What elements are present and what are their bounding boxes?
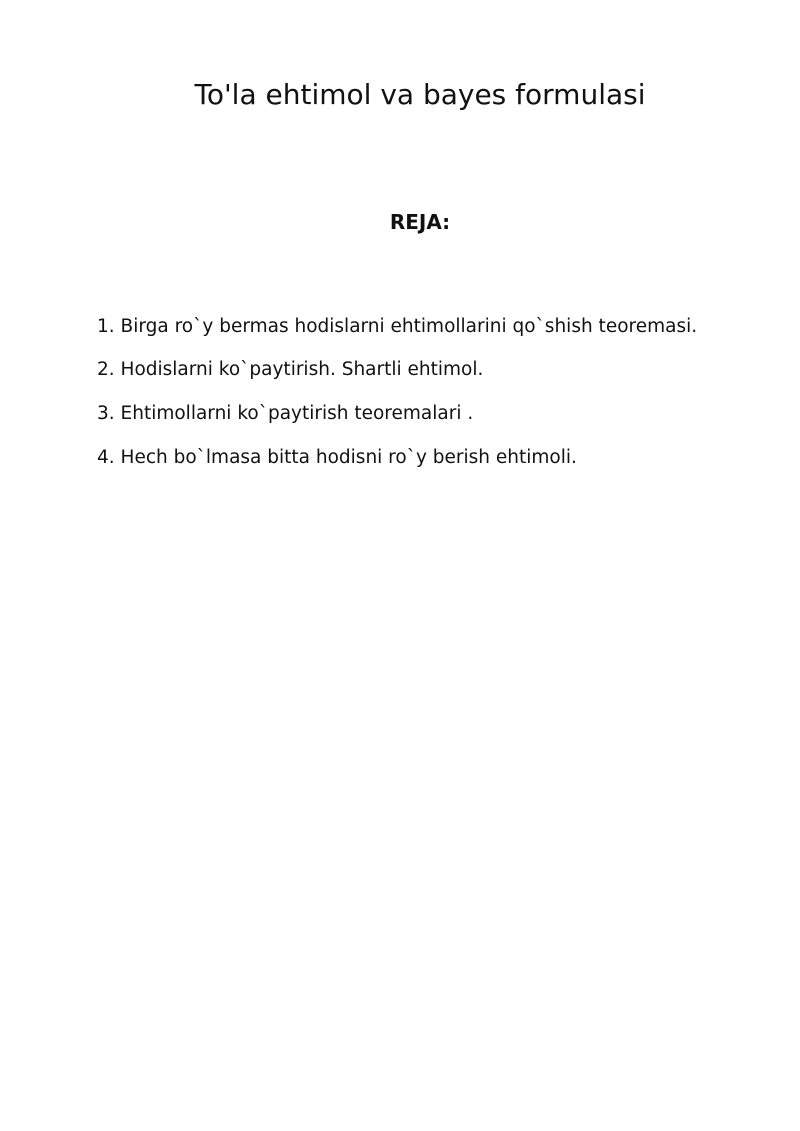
plan-heading: REJA: <box>389 210 451 234</box>
plan-item-1: 1. Birga ro`y bermas hodislarni ehtimollarini qo`shish teoremasi. <box>97 316 698 337</box>
plan-item-3: 3. Ehtimollarni ko`paytirish teoremalari . <box>97 403 474 424</box>
document-title: To'la ehtimol va bayes formulasi <box>194 78 646 111</box>
plan-item-4: 4. Hech bo`lmasa bitta hodisni ro`y berish ehtimoli. <box>97 447 577 468</box>
plan-item-2: 2. Hodislarni ko`paytirish. Shartli ehtimol. <box>97 359 484 380</box>
plan-list <box>97 305 743 480</box>
